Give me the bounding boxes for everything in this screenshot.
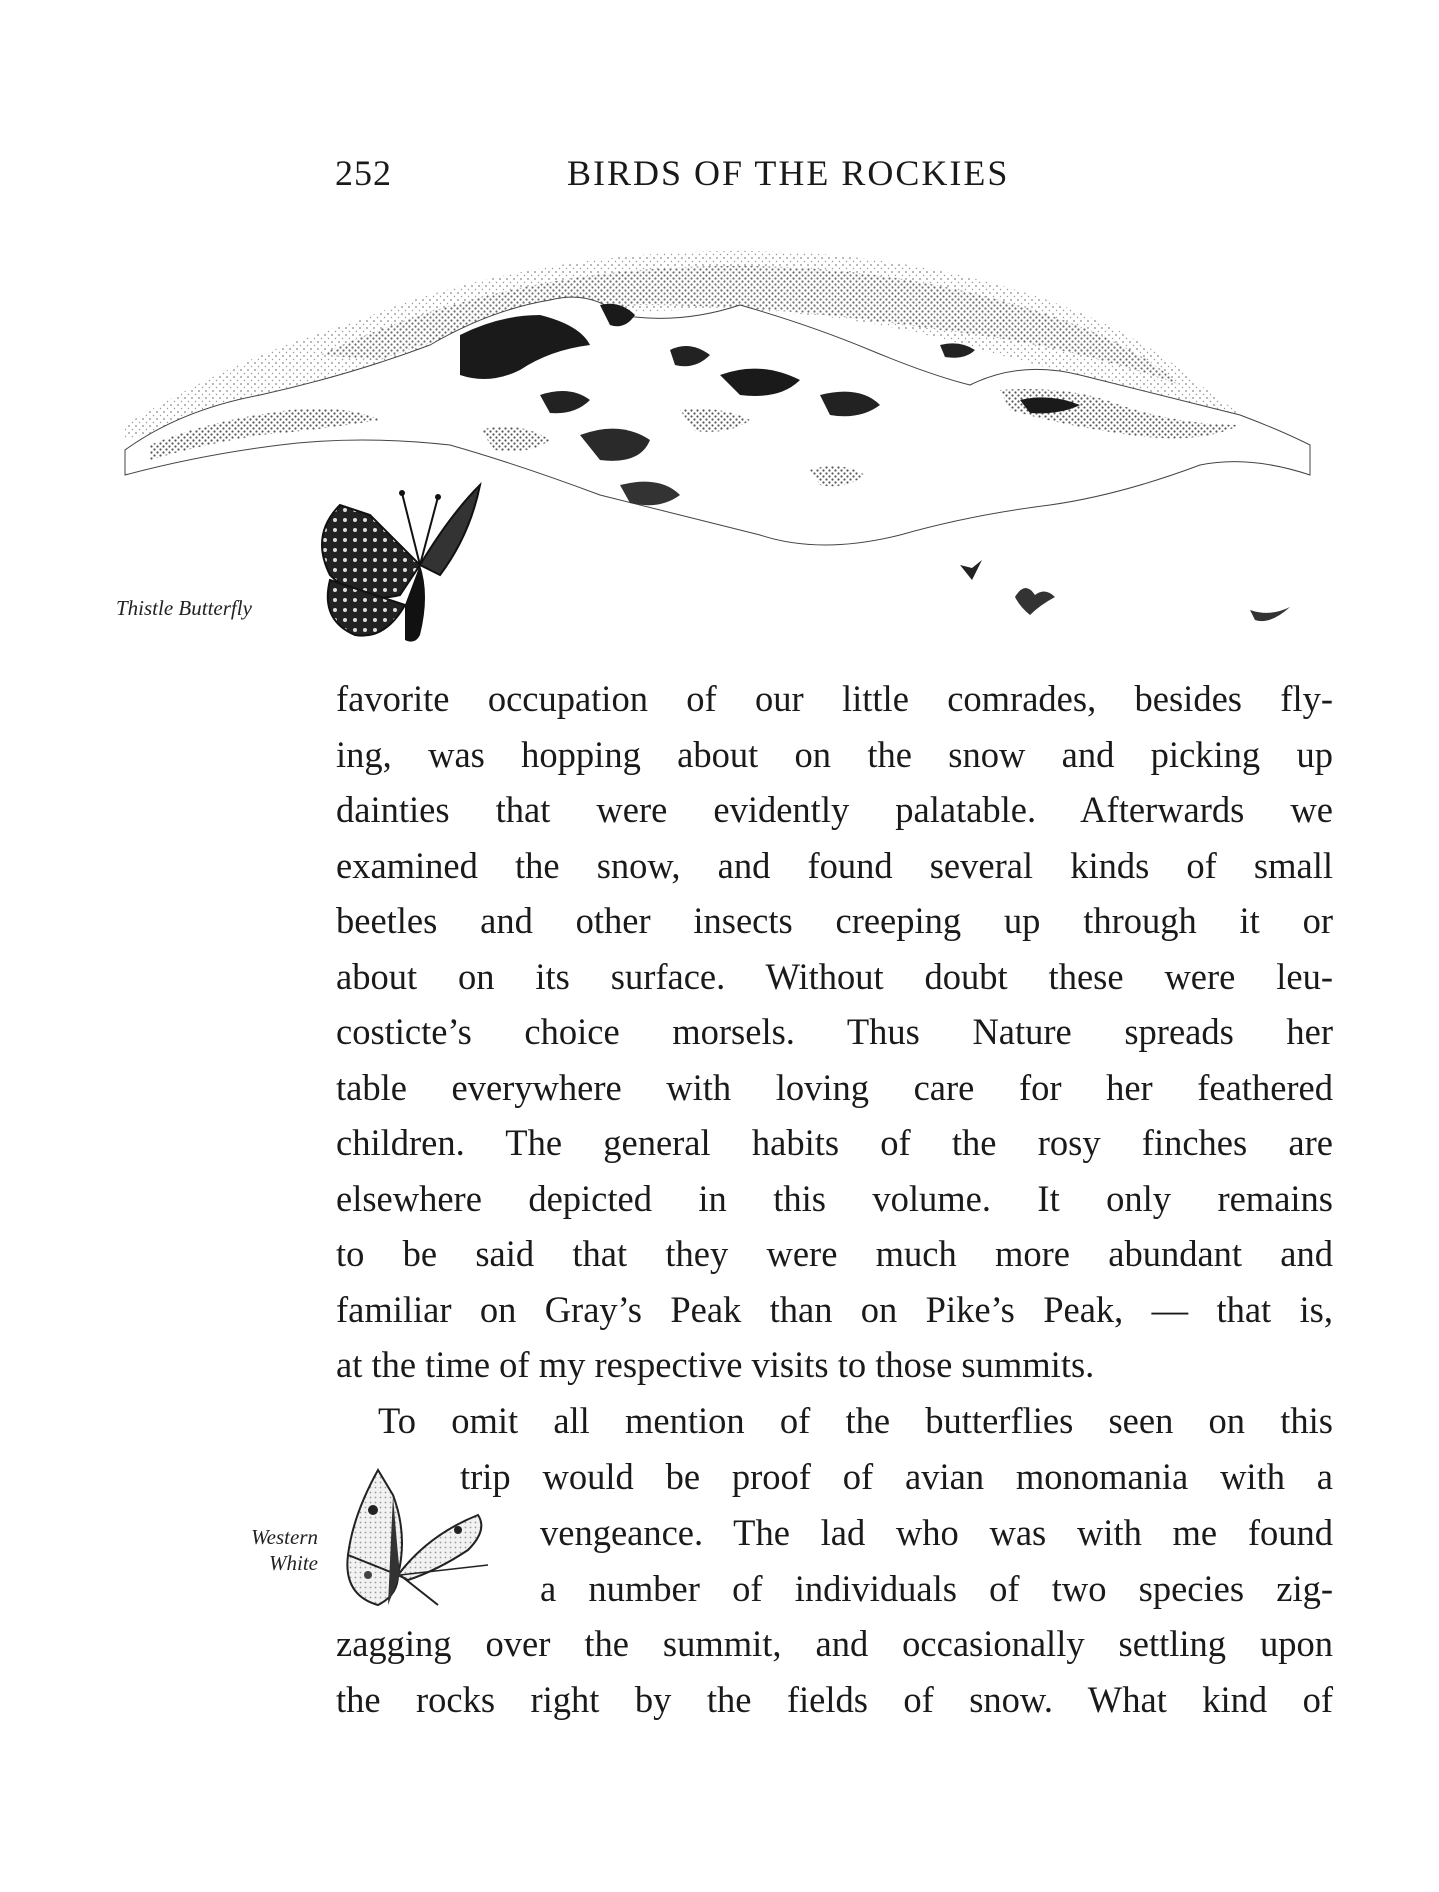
paragraph-second-first-line: [378, 1393, 1333, 1449]
page-header: [335, 152, 1095, 202]
western-white-caption-line2: White: [269, 1551, 318, 1575]
running-title: BIRDS OF THE ROCKIES: [567, 153, 1010, 193]
paragraph-main: [336, 671, 1333, 1393]
thistle-butterfly-icon: [322, 485, 480, 642]
text-line: costicte’s choice morsels. Thus Nature spreads her: [336, 1011, 1333, 1052]
text-line: elsewhere depicted in this volume. It only remains: [336, 1177, 1333, 1219]
text-line: trip would be proof of avian monomania with a: [460, 1456, 1333, 1497]
text-line: examined the snow, and found several kinds of small: [336, 844, 1333, 886]
paragraph-second-tail: [336, 1616, 1333, 1727]
text-line: zagging over the summit, and occasionally settling upon: [336, 1623, 1333, 1664]
text-line: children. The general habits of the rosy finches are: [336, 1122, 1333, 1163]
western-white-caption: [198, 1524, 318, 1576]
page-number: 252: [335, 153, 392, 193]
text-line: a number of individuals of two species zig-: [540, 1567, 1333, 1609]
thistle-butterfly-caption: Thistle Butterfly: [116, 596, 252, 620]
text-line: about on its surface. Without doubt these were leu-: [336, 955, 1333, 997]
text-line: to be said that they were much more abundant and: [336, 1233, 1333, 1274]
text-line: ing, was hopping about on the snow and picking up: [336, 733, 1333, 775]
text-line: beetles and other insects creeping up through it or: [336, 900, 1333, 941]
text-line: table everywhere with loving care for her feathered: [336, 1066, 1333, 1108]
text-line: at the time of my respective visits to those summits.: [336, 1344, 1095, 1385]
western-white-butterfly-icon: [338, 1455, 508, 1615]
text-line: the rocks right by the fields of snow. What kind of: [336, 1678, 1333, 1720]
text-line: favorite occupation of our little comrades, besides fly-: [336, 678, 1333, 719]
text-line: To omit all mention of the butterflies seen on this: [378, 1400, 1333, 1441]
snowy-mountain-illustration: [120, 235, 1320, 655]
text-line: dainties that were evidently palatable. Afterwards we: [336, 789, 1333, 830]
text-line: familiar on Gray’s Peak than on Pike’s Peak, — that is,: [336, 1288, 1333, 1330]
paragraph-second-wrap-2: [540, 1505, 1333, 1616]
text-line: vengeance. The lad who was with me found: [540, 1512, 1333, 1553]
paragraph-second-wrap-1: [460, 1449, 1333, 1505]
western-white-caption-line1: Western: [251, 1525, 318, 1549]
